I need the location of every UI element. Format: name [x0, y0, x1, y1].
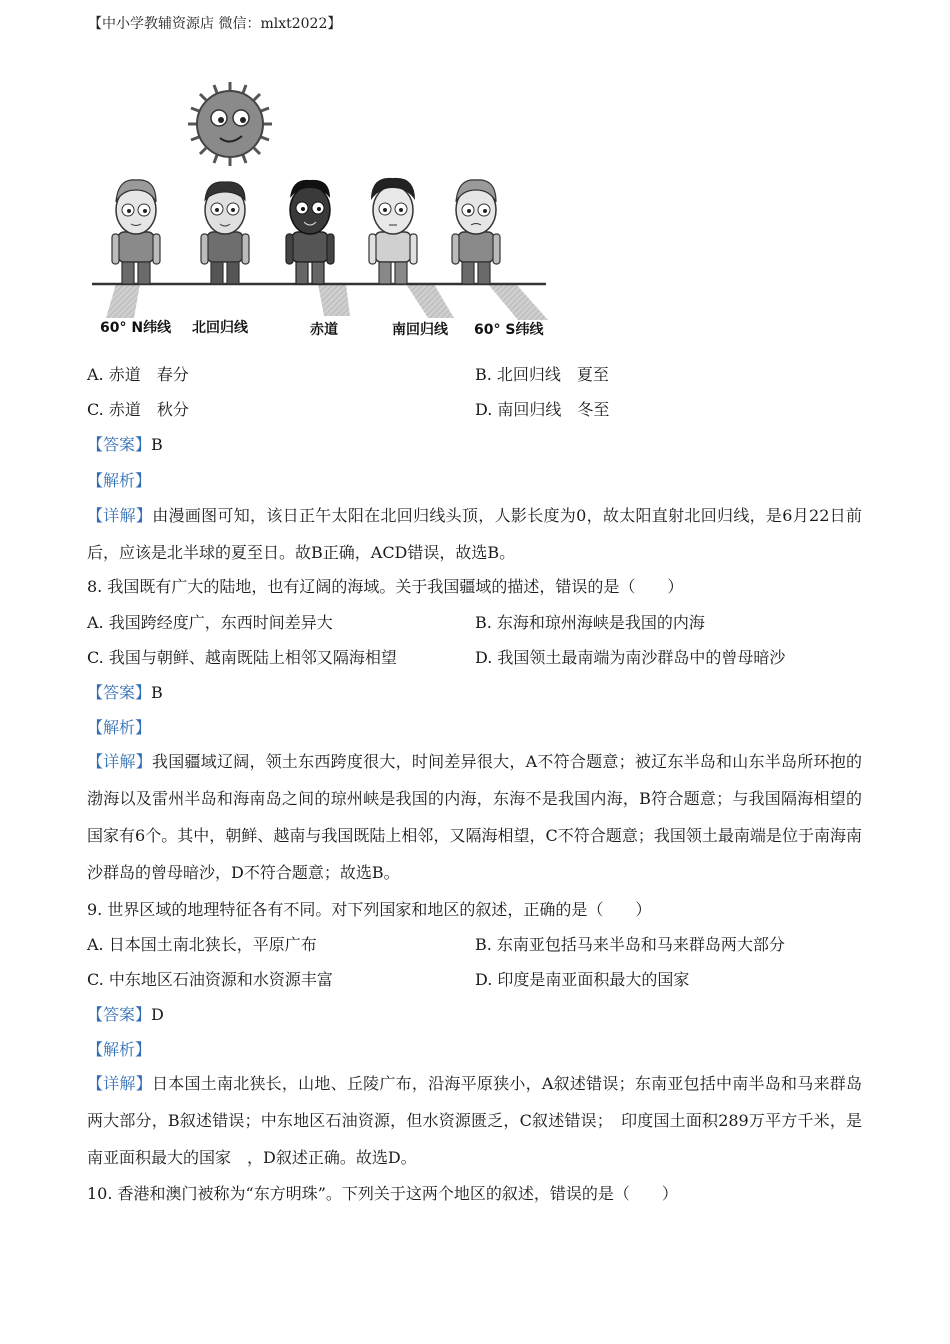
- q9-analysis: [87, 1040, 151, 1060]
- q7-option-a: A. 赤道 春分: [87, 365, 189, 384]
- q9-stem: 9. 世界区域的地理特征各有不同。对下列国家和地区的叙述，正确的是（ ）: [87, 900, 652, 919]
- q8-option-c: C. 我国与朝鲜、越南既陆上相邻又隔海相望: [87, 648, 397, 667]
- detail-tag: 【详解】: [87, 506, 153, 525]
- person-icon: [369, 178, 417, 284]
- answer-tag: 【答案】: [87, 683, 152, 702]
- person-icon: [112, 180, 160, 284]
- q9-answer: [87, 1005, 164, 1025]
- q8-analysis: [87, 718, 151, 738]
- person-icon: [286, 180, 334, 284]
- q8-stem: 8. 我国既有广大的陆地，也有辽阔的海域。关于我国疆域的描述，错误的是（ ）: [87, 577, 684, 596]
- analysis-tag: 【解析】: [87, 1040, 152, 1059]
- q8-option-d: D. 我国领土最南端为南沙群岛中的曾母暗沙: [475, 648, 786, 667]
- q9-detail: [87, 1065, 862, 1176]
- caption-60n: 60° N纬线: [100, 320, 172, 336]
- person-icon: [452, 180, 500, 284]
- detail-text: 由漫画图可知，该日正午太阳在北回归线头顶，人影长度为0，故太阳直射北回归线，是6月22日前后，应该是北半球的夏至日。故B正确，ACD错误，故选B。: [87, 506, 862, 562]
- page-header: 【中小学教辅资源店 微信：mlxt2022】: [88, 16, 342, 32]
- caption-equator: 赤道: [310, 322, 338, 338]
- q8-answer: [87, 683, 163, 703]
- caption-tropic-capricorn: 南回归线: [392, 322, 448, 338]
- detail-tag: 【详解】: [87, 752, 152, 771]
- q8-detail: [87, 743, 862, 891]
- q7-option-b: B. 北回归线 夏至: [475, 365, 609, 384]
- answer-value: D: [151, 1005, 164, 1024]
- detail-text: 日本国土南北狭长，山地、丘陵广布，沿海平原狭小，A叙述错误；东南亚包括中南半岛和马来群岛两大部分，B叙述错误；中东地区石油资源，但水资源匮乏，C叙述错误； 印度国土面积289万平方千米，是南亚面积最大的国家 ，D叙述正确。故选D。: [87, 1074, 862, 1167]
- q9-option-c: C. 中东地区石油资源和水资源丰富: [87, 970, 333, 989]
- q7-answer: [87, 435, 163, 455]
- person-icon: [201, 182, 249, 284]
- q7-detail: [87, 497, 862, 571]
- answer-tag: 【答案】: [87, 435, 152, 454]
- caption-tropic-cancer: 北回归线: [192, 320, 248, 336]
- analysis-tag: 【解析】: [87, 718, 152, 737]
- answer-value: B: [151, 683, 163, 702]
- q9-option-a: A. 日本国土南北狭长，平原广布: [87, 935, 317, 954]
- q7-analysis: [87, 471, 151, 491]
- answer-value: B: [151, 435, 163, 454]
- q7-option-c: C. 赤道 秋分: [87, 400, 189, 419]
- q9-option-d: D. 印度是南亚面积最大的国家: [475, 970, 690, 989]
- q7-option-d: D. 南回归线 冬至: [475, 400, 610, 419]
- person-figures: [112, 178, 500, 284]
- q9-option-b: B. 东南亚包括马来半岛和马来群岛两大部分: [475, 935, 785, 954]
- shadows: [106, 284, 548, 320]
- answer-tag: 【答案】: [87, 1005, 152, 1024]
- caption-60s: 60° S纬线: [474, 322, 544, 338]
- analysis-tag: 【解析】: [87, 471, 152, 490]
- q10-stem: 10. 香港和澳门被称为“东方明珠”。下列关于这两个地区的叙述，错误的是（ ）: [87, 1184, 678, 1203]
- detail-tag: 【详解】: [87, 1074, 152, 1093]
- detail-text: 我国疆域辽阔，领土东西跨度很大，时间差异很大，A不符合题意；被辽东半岛和山东半岛所环抱的渤海以及雷州半岛和海南岛之间的琼州峡是我国的内海，东海不是我国内海，B符合题意；与我国隔海相望的国家有6个。其中，朝鲜、越南与我国既陆上相邻，又隔海相望，C不符合题意；我国领土最南端是位于南海南沙群岛的曾母暗沙，D不符合题意；故选B。: [87, 752, 862, 882]
- sun-icon: [188, 82, 272, 166]
- q8-option-b: B. 东海和琼州海峡是我国的内海: [475, 613, 705, 632]
- sun-shadow-cartoon: [88, 82, 558, 344]
- q8-option-a: A. 我国跨经度广，东西时间差异大: [87, 613, 333, 632]
